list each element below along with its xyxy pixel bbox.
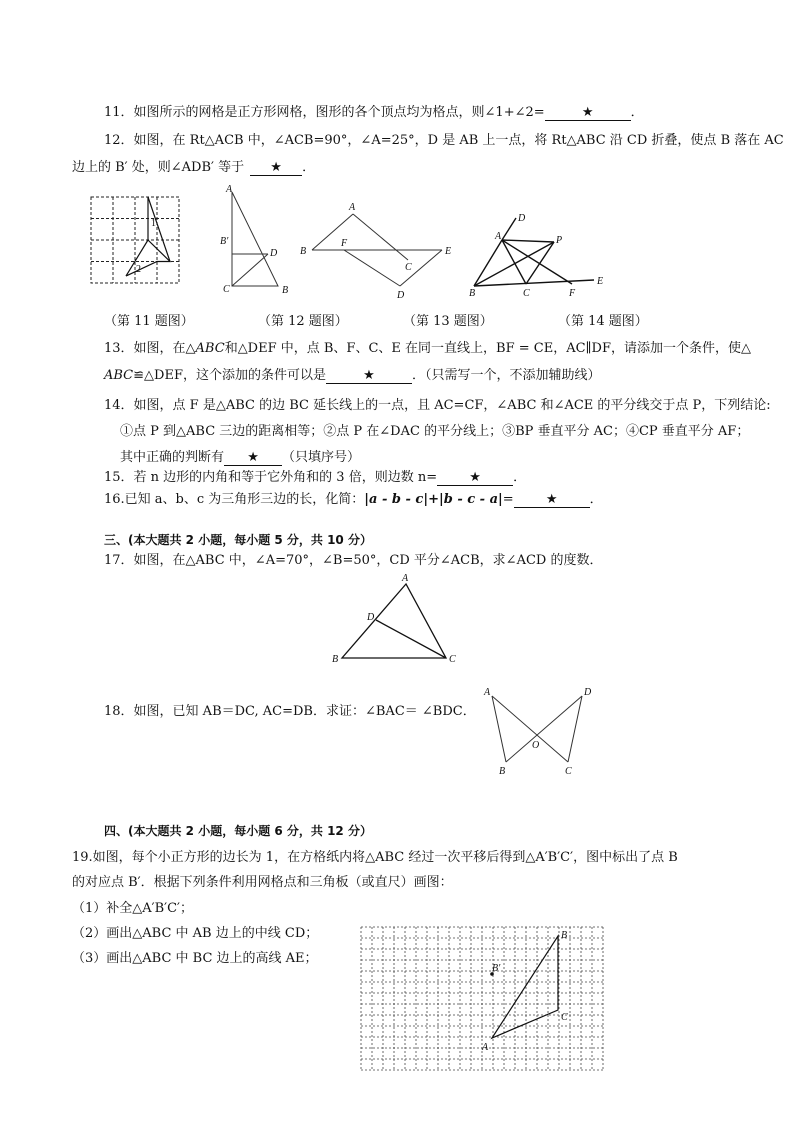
question-18: 18．如图，已知 AB＝DC, AC=DB．求证：∠BAC＝ ∠BDC． [104,704,476,719]
f18-label-B: B [499,766,506,777]
question-12-line1: 12．如图，在 Rt△ACB 中，∠ACB=90°，∠A=25°，D 是 AB 上一点，将 Rt△ABC 沿 CD 折叠，使点 B 落在 AC [104,133,784,148]
f12-label-A: A [226,184,233,195]
q13-abc: ABC [195,341,225,356]
f13-label-C: C [405,262,412,273]
f19-label-B-prime: B′ [492,963,501,974]
f14-label-E: E [597,276,604,287]
f17-label-C: C [449,654,456,665]
figure-13-caption: （第 13 题图） [403,314,493,329]
q13-text-a: 13．如图，在△ [104,341,196,356]
question-14-line2: ①点 P 到△ABC 三边的距离相等；②点 P 在∠DAC 的平分线上；③BP 垂直平分 AC；④CP 垂直平分 AF； [120,424,750,439]
q16-expression: |a - b - c|+|b - c - a| [364,492,503,507]
figure-12-caption: （第 12 题图） [258,314,348,329]
question-12-line2 [72,159,315,177]
f17-label-B: B [332,654,339,665]
q12-text: 边上的 B′ 处，则∠ADB′ 等于 [72,160,245,175]
f14-label-C: C [523,288,530,299]
q11-answer-blank: ★ [545,105,631,121]
q19-item-2: （2）画出△ABC 中 AB 边上的中线 CD； [72,926,319,941]
f11-angle-1-label: 1 [151,218,156,229]
q16-end: ． [589,492,603,507]
question-14-line1: 14．如图，点 F 是△ABC 的边 BC 延长线上的一点，且 AC=CF，∠ABC 和∠ACE 的平分线交于点 P，下列结论: [104,398,771,413]
f19-label-B: B [561,930,568,941]
q13-abc-2: ABC [104,368,134,383]
f12-label-B: B [282,285,289,296]
question-15 [104,469,526,487]
question-11 [104,104,644,122]
figure-12 [220,186,300,296]
question-19-line2: 的对应点 B′．根据下列条件利用网格点和三角板（或直尺）画图： [72,875,453,890]
figure-18 [480,682,600,782]
f13-label-B: B [300,246,307,257]
question-13-line1 [104,340,751,358]
q12-answer-blank: ★ [250,160,302,176]
section-3-title: 三、(本大题共 2 小题，每小题 5 分，共 10 分） [104,533,372,547]
f13-label-A: A [349,202,356,213]
q19-item-3: （3）画出△ABC 中 BC 边上的高线 AE； [72,951,318,966]
figure-17 [330,572,460,664]
figure-14 [466,210,616,300]
q14-text: 其中正确的判断有 [120,450,225,465]
f12-label-C: C [223,284,230,295]
q15-text: 15．若 n 边形的内角和等于它外角和的 3 倍，则边数 n= [104,470,438,485]
question-17: 17．如图，在△ABC 中，∠A=70°，∠B=50°，CD 平分∠ACB，求∠ACD 的度数． [104,553,603,568]
q14-text-end: （只填序号） [282,450,361,465]
f19-label-C: C [561,1012,568,1023]
q16-answer-blank: ★ [514,492,590,508]
q11-end: ． [630,105,644,120]
f13-label-E: E [445,246,452,257]
f17-label-A: A [402,573,409,584]
q19-item-1: （1）补全△A′B′C′； [72,901,194,916]
f14-label-B: B [469,288,476,299]
f19-label-A: A [482,1042,489,1053]
section-4-title: 四、(本大题共 2 小题，每小题 6 分，共 12 分） [104,824,372,838]
question-16 [104,491,603,509]
q13-text-d: ．（只需写一个，不添加辅助线） [411,368,601,383]
f13-label-D: D [397,290,405,301]
q16-text: 16.已知 a、b、c 为三角形三边的长，化简： [104,492,365,507]
f13-label-F: F [341,238,348,249]
f14-label-P: P [556,235,563,246]
f14-label-D: D [518,213,526,224]
f18-label-A: A [484,687,491,698]
f11-angle-2-label: 2 [136,264,141,275]
question-19-line1: 19.如图，每个小正方形的边长为 1，在方格纸内将△ABC 经过一次平移后得到△A′B′C′，图中标出了点 B [72,850,678,865]
figure-13 [296,198,462,302]
f14-label-A: A [495,231,502,242]
f18-label-O: O [532,740,540,751]
q13-text-b: 和△DEF 中，点 B、F、C、E 在同一直线上，BF = CE，AC∥DF，请添加一个条件，使△ [224,341,751,356]
q14-answer-blank: ★ [224,450,282,466]
f18-label-D: D [584,687,592,698]
figure-14-caption: （第 14 题图） [558,314,648,329]
f18-label-C: C [565,766,572,777]
q11-text: 11．如图所示的网格是正方形网格，图形的各个顶点均为格点，则∠1+∠2= [104,105,545,120]
f12-label-B-prime: B′ [220,236,229,247]
q13-answer-blank: ★ [326,368,412,384]
f14-label-F: F [569,288,576,299]
f17-label-D: D [367,612,375,623]
figure-11-grid [90,196,182,286]
figure-19-grid [360,926,606,1076]
q16-equals: = [502,492,514,507]
q13-text-c: ≌△DEF，这个添加的条件可以是 [133,368,326,383]
q15-answer-blank: ★ [437,470,513,486]
q12-end: ． [302,160,316,175]
figure-11-caption: （第 11 题图） [104,314,194,329]
question-14-line3 [120,449,360,467]
q15-end: ． [513,470,527,485]
question-13-line2 [104,367,600,385]
f12-label-D: D [270,248,278,259]
